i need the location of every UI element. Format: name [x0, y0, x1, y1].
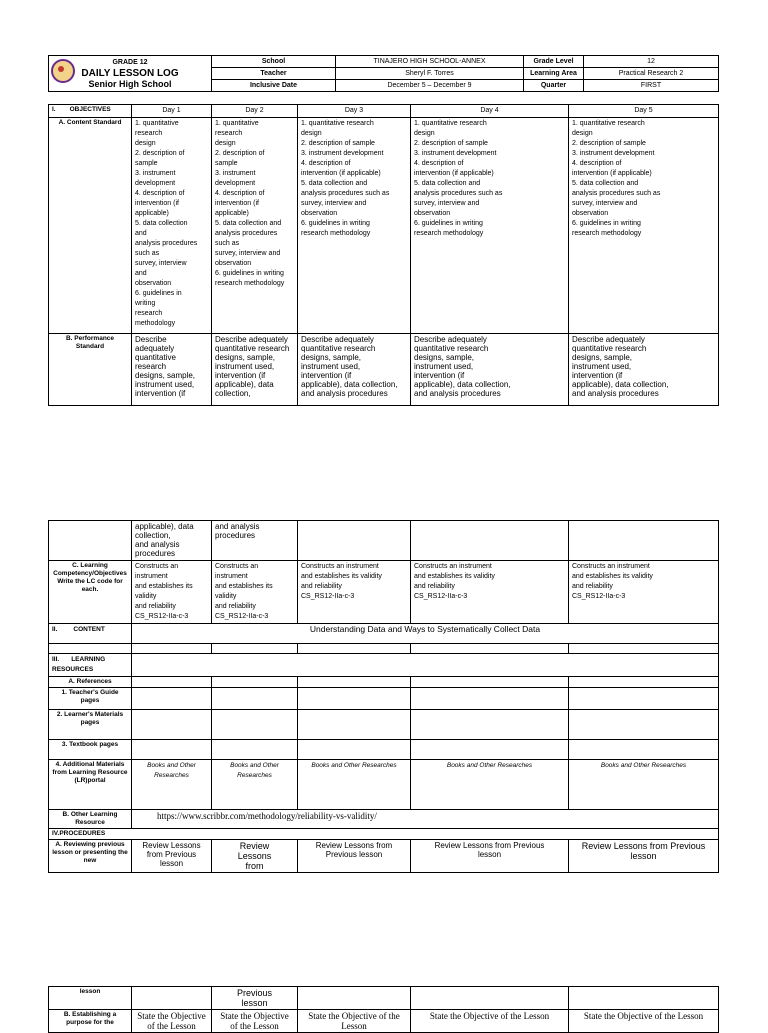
content-standard-day-2: 1. quantitative research design 2. description of sample 3. instrument development 4. description of intervention (if applicable) 5. data collection and analysis procedures such as survey, interview and observation 6. guidelines in writing research methodology — [212, 118, 298, 334]
content-spacer-day-1 — [132, 644, 212, 654]
content-standard-day-5: 1. quantitative research design 2. description of sample 3. instrument development 4. description of intervention (if applicable) 5. data collection and analysis procedures such as survey, interview and observation 6. guidelines in writing research methodology — [569, 118, 719, 334]
resources-num: III. — [52, 656, 60, 663]
grade-block — [49, 56, 212, 92]
resources-table — [48, 520, 719, 873]
performance-standard-day-3: Describe adequately quantitative research designs, sample, instrument used, intervention (if applicable), data collection, and analysis procedures — [298, 334, 411, 406]
performance-cont-day-5 — [569, 521, 719, 561]
objectives-num: I. — [52, 106, 56, 113]
content-spacer — [49, 644, 132, 654]
grade-level-value: 12 — [584, 56, 719, 68]
content-label: CONTENT — [73, 626, 105, 633]
purpose-day-4: State the Objective of the Lesson — [411, 1010, 569, 1033]
teacher-label: Teacher — [212, 68, 336, 80]
objectives-table — [48, 104, 719, 406]
inclusive-date-value: December 5 – December 9 — [336, 80, 524, 92]
competency-day-2: Constructs an instrument and establishes its validity and reliability CS_RS12-IIa-c-3 — [212, 561, 298, 624]
textbook-day-3 — [298, 740, 411, 760]
grade-label: GRADE 12 — [112, 59, 148, 66]
day-header-3: Day 3 — [298, 105, 411, 118]
quarter-value: FIRST — [584, 80, 719, 92]
day-header-5: Day 5 — [569, 105, 719, 118]
review-day-3: Review Lessons from Previous lesson — [298, 840, 411, 873]
performance-standard-day-5: Describe adequately quantitative research designs, sample, instrument used, intervention (if applicable), data collection, and analysis procedures — [569, 334, 719, 406]
references-day-4 — [411, 677, 569, 688]
learners-materials-day-5 — [569, 710, 719, 740]
review-cont-day-1 — [132, 987, 212, 1010]
performance-standard-day-4: Describe adequately quantitative research designs, sample, instrument used, intervention (if applicable), data collection, and analysis procedures — [411, 334, 569, 406]
content-standard-label: A. Content Standard — [49, 118, 132, 334]
other-resource-label: B. Other Learning Resource — [49, 810, 132, 829]
review-cont-day-3 — [298, 987, 411, 1010]
additional-materials-day-1: Books and Other Researches — [132, 760, 212, 810]
references-day-5 — [569, 677, 719, 688]
purpose-day-3: State the Objective of the Lesson — [298, 1010, 411, 1033]
review-cont-day-4 — [411, 987, 569, 1010]
performance-standard-label: B. Performance Standard — [49, 334, 132, 406]
school-label: School — [212, 56, 336, 68]
performance-cont-day-1: applicable), data collection, and analysis procedures — [132, 521, 212, 561]
textbook-day-5 — [569, 740, 719, 760]
references-day-1 — [132, 677, 212, 688]
performance-cont-day-4 — [411, 521, 569, 561]
quarter-label: Quarter — [524, 80, 584, 92]
content-standard-day-4: 1. quantitative research design 2. description of sample 3. instrument development 4. description of intervention (if applicable) 5. data collection and analysis procedures such as survey, interview and observation 6. guidelines in writing research methodology — [411, 118, 569, 334]
additional-materials-day-2: Books and Other Researches — [212, 760, 298, 810]
learners-materials-day-1 — [132, 710, 212, 740]
day-header-4: Day 4 — [411, 105, 569, 118]
grade-level-label: Grade Level — [524, 56, 584, 68]
other-resource-link[interactable]: https://www.scribbr.com/methodology/reliability-vs-validity/ — [132, 810, 719, 829]
teachers-guide-day-3 — [298, 688, 411, 710]
teacher-value: Sheryl F. Torres — [336, 68, 524, 80]
learners-materials-day-2 — [212, 710, 298, 740]
competency-label: C. Learning Competency/Objectives Write the LC code for each. — [49, 561, 132, 624]
objectives-label: OBJECTIVES — [69, 106, 111, 113]
content-standard-day-1: 1. quantitative research design 2. description of sample 3. instrument development 4. description of intervention (if applicable) 5. data collection and analysis procedures such as survey, interview and observation 6. guidelines in writing research methodology — [132, 118, 212, 334]
competency-day-4: Constructs an instrument and establishes its validity and reliability CS_RS12-IIa-c-3 — [411, 561, 569, 624]
day-header-2: Day 2 — [212, 105, 298, 118]
teachers-guide-day-5 — [569, 688, 719, 710]
content-spacer-day-3 — [298, 644, 411, 654]
resources-blank — [132, 654, 719, 677]
day-header-1: Day 1 — [132, 105, 212, 118]
textbook-day-2 — [212, 740, 298, 760]
competency-day-3: Constructs an instrument and establishes its validity and reliability CS_RS12-IIa-c-3 — [298, 561, 411, 624]
review-cont-day-2: Previous lesson — [212, 987, 298, 1010]
purpose-day-1: State the Objective of the Lesson — [132, 1010, 212, 1033]
additional-materials-day-5: Books and Other Researches — [569, 760, 719, 810]
teachers-guide-day-4 — [411, 688, 569, 710]
review-cont-label: lesson — [49, 987, 132, 1010]
additional-materials-label: 4. Additional Materials from Learning Resource (LR)portal — [49, 760, 132, 810]
competency-day-1: Constructs an instrument and establishes its validity and reliability CS_RS12-IIa-c-3 — [132, 561, 212, 624]
review-day-1: Review Lessons from Previous lesson — [132, 840, 212, 873]
learners-materials-label: 2. Learner's Materials pages — [49, 710, 132, 740]
review-day-5: Review Lessons from Previous lesson — [569, 840, 719, 873]
log-title: DAILY LESSON LOG — [81, 68, 179, 79]
objectives-header — [49, 105, 132, 118]
procedures-table — [48, 986, 719, 1033]
learning-area-label: Learning Area — [524, 68, 584, 80]
textbook-day-4 — [411, 740, 569, 760]
learning-area-value: Practical Research 2 — [584, 68, 719, 80]
content-spacer-day-4 — [411, 644, 569, 654]
resources-label: LEARNING RESOURCES — [52, 656, 106, 673]
inclusive-date-label: Inclusive Date — [212, 80, 336, 92]
review-label: A. Reviewing previous lesson or presenting the new — [49, 840, 132, 873]
review-day-2: Review Lessons from — [212, 840, 298, 873]
review-cont-day-5 — [569, 987, 719, 1010]
purpose-label: B. Establishing a purpose for the — [49, 1010, 132, 1033]
learners-materials-day-3 — [298, 710, 411, 740]
purpose-day-2: State the Objective of the Lesson — [212, 1010, 298, 1033]
additional-materials-day-4: Books and Other Researches — [411, 760, 569, 810]
school-seal-icon — [51, 59, 75, 83]
performance-standard-day-2: Describe adequately quantitative research designs, sample, instrument used, intervention (if applicable), data collection, — [212, 334, 298, 406]
textbook-label: 3. Textbook pages — [49, 740, 132, 760]
school-type: Senior High School — [88, 79, 172, 89]
performance-cont-day-2: and analysis procedures — [212, 521, 298, 561]
teachers-guide-label: 1. Teacher's Guide pages — [49, 688, 132, 710]
textbook-day-1 — [132, 740, 212, 760]
performance-cont-day-3 — [298, 521, 411, 561]
procedures-label: IV.PROCEDURES — [49, 829, 719, 840]
content-spacer-day-5 — [569, 644, 719, 654]
references-label: A. References — [49, 677, 132, 688]
competency-day-5: Constructs an instrument and establishes its validity and reliability CS_RS12-IIa-c-3 — [569, 561, 719, 624]
review-day-4: Review Lessons from Previous lesson — [411, 840, 569, 873]
learners-materials-day-4 — [411, 710, 569, 740]
content-text: Understanding Data and Ways to Systematically Collect Data — [132, 624, 719, 644]
purpose-day-5: State the Objective of the Lesson — [569, 1010, 719, 1033]
content-spacer-day-2 — [212, 644, 298, 654]
content-num: II. — [52, 626, 58, 633]
header-table — [48, 55, 719, 92]
additional-materials-day-3: Books and Other Researches — [298, 760, 411, 810]
references-day-2 — [212, 677, 298, 688]
teachers-guide-day-2 — [212, 688, 298, 710]
resources-header — [49, 654, 132, 677]
content-standard-day-3: 1. quantitative research design 2. description of sample 3. instrument development 4. description of intervention (if applicable) 5. data collection and analysis procedures such as survey, interview and observation 6. guidelines in writing research methodology — [298, 118, 411, 334]
performance-standard-day-1: Describe adequately quantitative research designs, sample, instrument used, intervention (if — [132, 334, 212, 406]
school-value: TINAJERO HIGH SCHOOL-ANNEX — [336, 56, 524, 68]
references-day-3 — [298, 677, 411, 688]
performance-cont-label — [49, 521, 132, 561]
content-header — [49, 624, 132, 644]
teachers-guide-day-1 — [132, 688, 212, 710]
